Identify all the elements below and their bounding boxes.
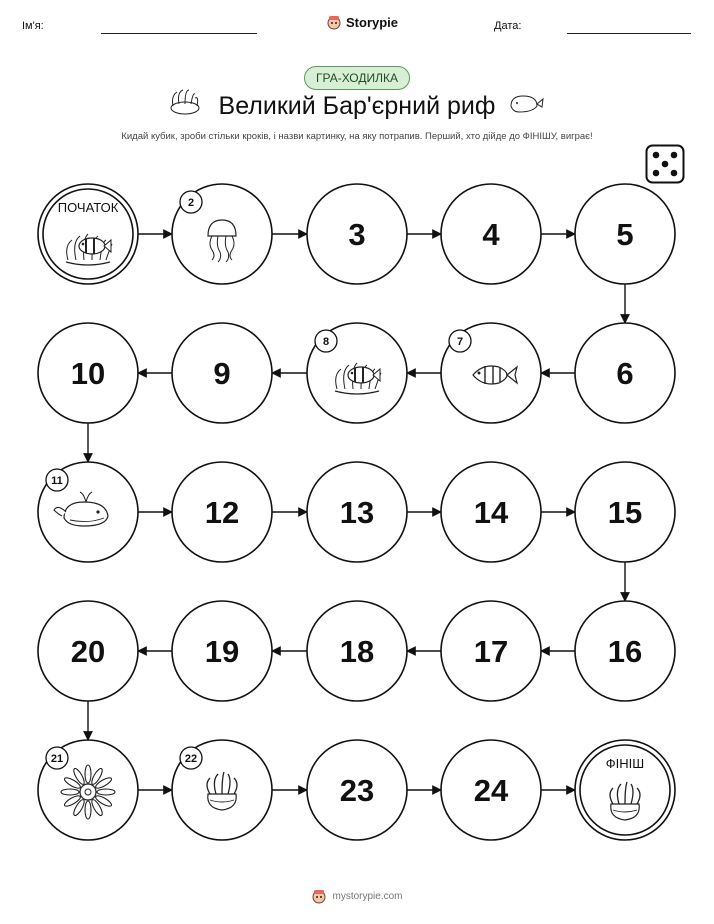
- square-number-badge-label: 2: [187, 197, 195, 209]
- board-square-10: [38, 323, 138, 423]
- path-squares: [38, 184, 675, 840]
- square-number: 15: [607, 495, 643, 530]
- footer-url: mystorypie.com: [332, 890, 403, 902]
- square-number-badge-label: 8: [322, 336, 330, 348]
- square-number: 3: [348, 217, 366, 252]
- board-square-4: [441, 184, 541, 284]
- square-number: 20: [70, 634, 106, 669]
- board-square-11: [38, 462, 138, 562]
- board-square-17: [441, 601, 541, 701]
- board-square-5: [575, 184, 675, 284]
- square-number: 23: [339, 773, 375, 808]
- square-number: 14: [473, 495, 509, 530]
- board-square-20: [38, 601, 138, 701]
- board-square-23: [307, 740, 407, 840]
- square-number: 4: [482, 217, 500, 252]
- board-square-18: [307, 601, 407, 701]
- square-number: 10: [70, 356, 106, 391]
- brand-name: Storypie: [346, 14, 399, 30]
- square-number: 19: [204, 634, 240, 669]
- square-number-badge-label: 22: [184, 753, 198, 765]
- board-square-22: [172, 740, 272, 840]
- square-number: 5: [616, 217, 634, 252]
- board-square-24: [441, 740, 541, 840]
- square-number: 12: [204, 495, 240, 530]
- board-square-21: [38, 740, 138, 840]
- page-title: Великий Бар'єрний риф: [218, 92, 496, 120]
- square-number: 13: [339, 495, 375, 530]
- board-square-6: [575, 323, 675, 423]
- square-number-badge-label: 21: [50, 753, 64, 765]
- board-square-25: [575, 740, 675, 840]
- board-square-9: [172, 323, 272, 423]
- finish-label: ФІНІШ: [605, 756, 645, 771]
- board-square-1: [38, 184, 138, 284]
- square-number: 16: [607, 634, 643, 669]
- board-square-12: [172, 462, 272, 562]
- board-square-19: [172, 601, 272, 701]
- board-square-8: [307, 323, 407, 423]
- board-square-7: [441, 323, 541, 423]
- square-number: 6: [616, 356, 634, 391]
- square-number-badge-label: 7: [456, 336, 464, 348]
- board-square-13: [307, 462, 407, 562]
- square-number: 17: [473, 634, 509, 669]
- square-number: 9: [213, 356, 231, 391]
- board-square-15: [575, 462, 675, 562]
- board-square-14: [441, 462, 541, 562]
- storypie-logo-icon: [311, 888, 327, 904]
- square-number: 24: [473, 773, 509, 808]
- date-label: Дата:: [494, 20, 522, 32]
- instructions: Кидай кубик, зроби стільки кроків, і назви картинку, на яку потрапив. Перший, хто дійде до ФІНІШУ, виграє!: [121, 131, 593, 142]
- game-type-badge: ГРА-ХОДИЛКА: [304, 66, 410, 90]
- board-square-16: [575, 601, 675, 701]
- footer: [0, 888, 714, 904]
- start-label: ПОЧАТОК: [57, 200, 119, 215]
- square-number: 18: [339, 634, 375, 669]
- square-number-badge-label: 11: [51, 475, 63, 487]
- board-square-2: [172, 184, 272, 284]
- board-square-3: [307, 184, 407, 284]
- name-label: Ім'я:: [22, 20, 44, 32]
